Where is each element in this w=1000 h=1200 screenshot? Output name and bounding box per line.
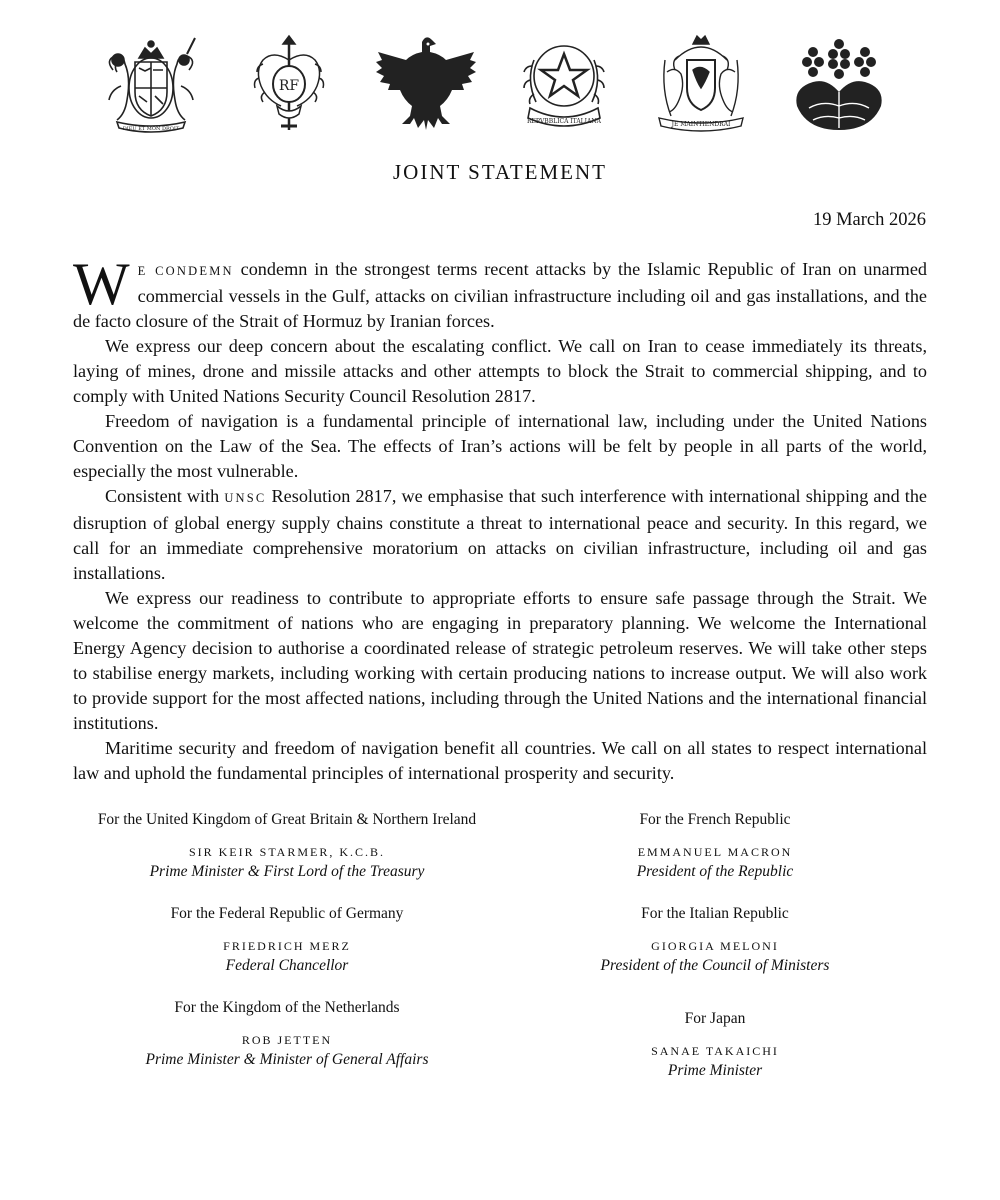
signatory-name: ROB JETTEN xyxy=(241,1033,333,1047)
signatory-name: GIORGIA MELONI xyxy=(651,939,779,953)
statement-body xyxy=(73,251,927,786)
signatory-office: Prime Minister & Minister of General Affairs xyxy=(145,1051,429,1068)
japan-paulownia-seal-icon xyxy=(783,30,895,136)
uk-motto: DIEU ET MON DROIT xyxy=(122,126,180,132)
paragraph-1 xyxy=(73,251,927,334)
italian-republic-emblem-icon xyxy=(508,30,620,136)
drop-cap: W xyxy=(73,251,130,317)
signatory-name: FRIEDRICH MERZ xyxy=(223,939,351,953)
signature-uk xyxy=(74,810,500,882)
paragraph-4-before: Consistent with xyxy=(105,486,225,506)
signatory-name: EMMANUEL MACRON xyxy=(637,845,793,859)
signature-france xyxy=(530,810,900,882)
emblem-row xyxy=(95,28,895,138)
signature-country: For the Kingdom of the Netherlands xyxy=(174,999,400,1016)
paragraph-1-text: condemn in the strongest terms recent attacks by the Islamic Republic of Iran on unarmed commercial vessels in the Gulf, attacks on civilian infrastructure including oil and gas installations, and the de facto closure of the Strait of Hormuz by Iranian forces. xyxy=(73,259,927,331)
signatory-office: Prime Minister & First Lord of the Treasury xyxy=(149,863,425,880)
signatory-name: SANAE TAKAICHI xyxy=(651,1044,779,1058)
signature-country: For the Federal Republic of Germany xyxy=(170,905,404,922)
signature-netherlands xyxy=(74,998,500,1070)
netherlands-coat-of-arms-icon xyxy=(645,30,757,136)
signature-country: For the United Kingdom of Great Britain & Northern Ireland xyxy=(97,811,477,828)
paragraph-2: We express our deep concern about the escalating conflict. We call on Iran to cease immediately its threats, laying of mines, drone and missile attacks and other attempts to block the Strait to commercial shipping, and to comply with United Nations Security Council Resolution 2817. xyxy=(73,336,927,406)
french-republic-emblem-icon xyxy=(233,30,345,136)
signatory-office: Federal Chancellor xyxy=(225,957,349,974)
paragraph-5: We express our readiness to contribute to appropriate efforts to ensure safe passage through the Strait. We welcome the commitment of nations who are engaging in preparatory planning. We welcome the International Energy Agency decision to authorise a coordinated release of strategic petroleum reserves. We will take other steps to stabilise energy markets, including working with certain producing nations to increase output. We will also work to provide support for the most affected nations, including through the United Nations and the international financial institutions. xyxy=(73,588,927,733)
signature-japan xyxy=(530,1009,900,1081)
uk-royal-coat-of-arms-icon xyxy=(95,30,207,136)
paragraph-3: Freedom of navigation is a fundamental principle of international law, including under the United Nations Convention on the Law of the Sea. The effects of Iran’s actions will be felt by people in all parts of the world, especially the most vulnerable. xyxy=(73,411,927,481)
signatory-office: Prime Minister xyxy=(667,1062,763,1079)
signatory-office: President of the Republic xyxy=(636,863,794,880)
unsc-abbreviation: UNSC xyxy=(224,491,267,505)
signatory-name: SIR KEIR STARMER, K.C.B. xyxy=(188,845,386,859)
lead-in-smallcaps: E CONDEMN xyxy=(137,264,234,278)
signature-country: For Japan xyxy=(684,1010,746,1027)
signature-country: For the French Republic xyxy=(639,811,791,828)
document-date: 19 March 2026 xyxy=(812,210,926,230)
rf-monogram: RF xyxy=(278,78,299,94)
document-title: JOINT STATEMENT xyxy=(392,160,607,184)
italy-motto: REPVBBLICA ITALIANA xyxy=(526,118,601,125)
paragraph-6: Maritime security and freedom of navigation benefit all countries. We call on all states to respect international law and uphold the fundamental principles of international prosperity and security. xyxy=(73,738,927,783)
paragraph-4-after: Resolution 2817, we emphasise that such interference with international shipping and the disruption of global energy supply chains constitute a threat to international peace and security. In this regard, we call for an immediate comprehensive moratorium on attacks on civilian infrastructure, including oil and gas installations. xyxy=(73,486,927,583)
german-federal-eagle-icon xyxy=(370,30,482,136)
signature-italy xyxy=(530,904,900,976)
paragraph-4 xyxy=(73,484,927,586)
signatory-office: President of the Council of Ministers xyxy=(600,957,830,974)
signature-germany xyxy=(74,904,500,976)
signature-country: For the Italian Republic xyxy=(641,905,789,922)
netherlands-motto: JE MAINTIENDRAI xyxy=(671,121,731,128)
